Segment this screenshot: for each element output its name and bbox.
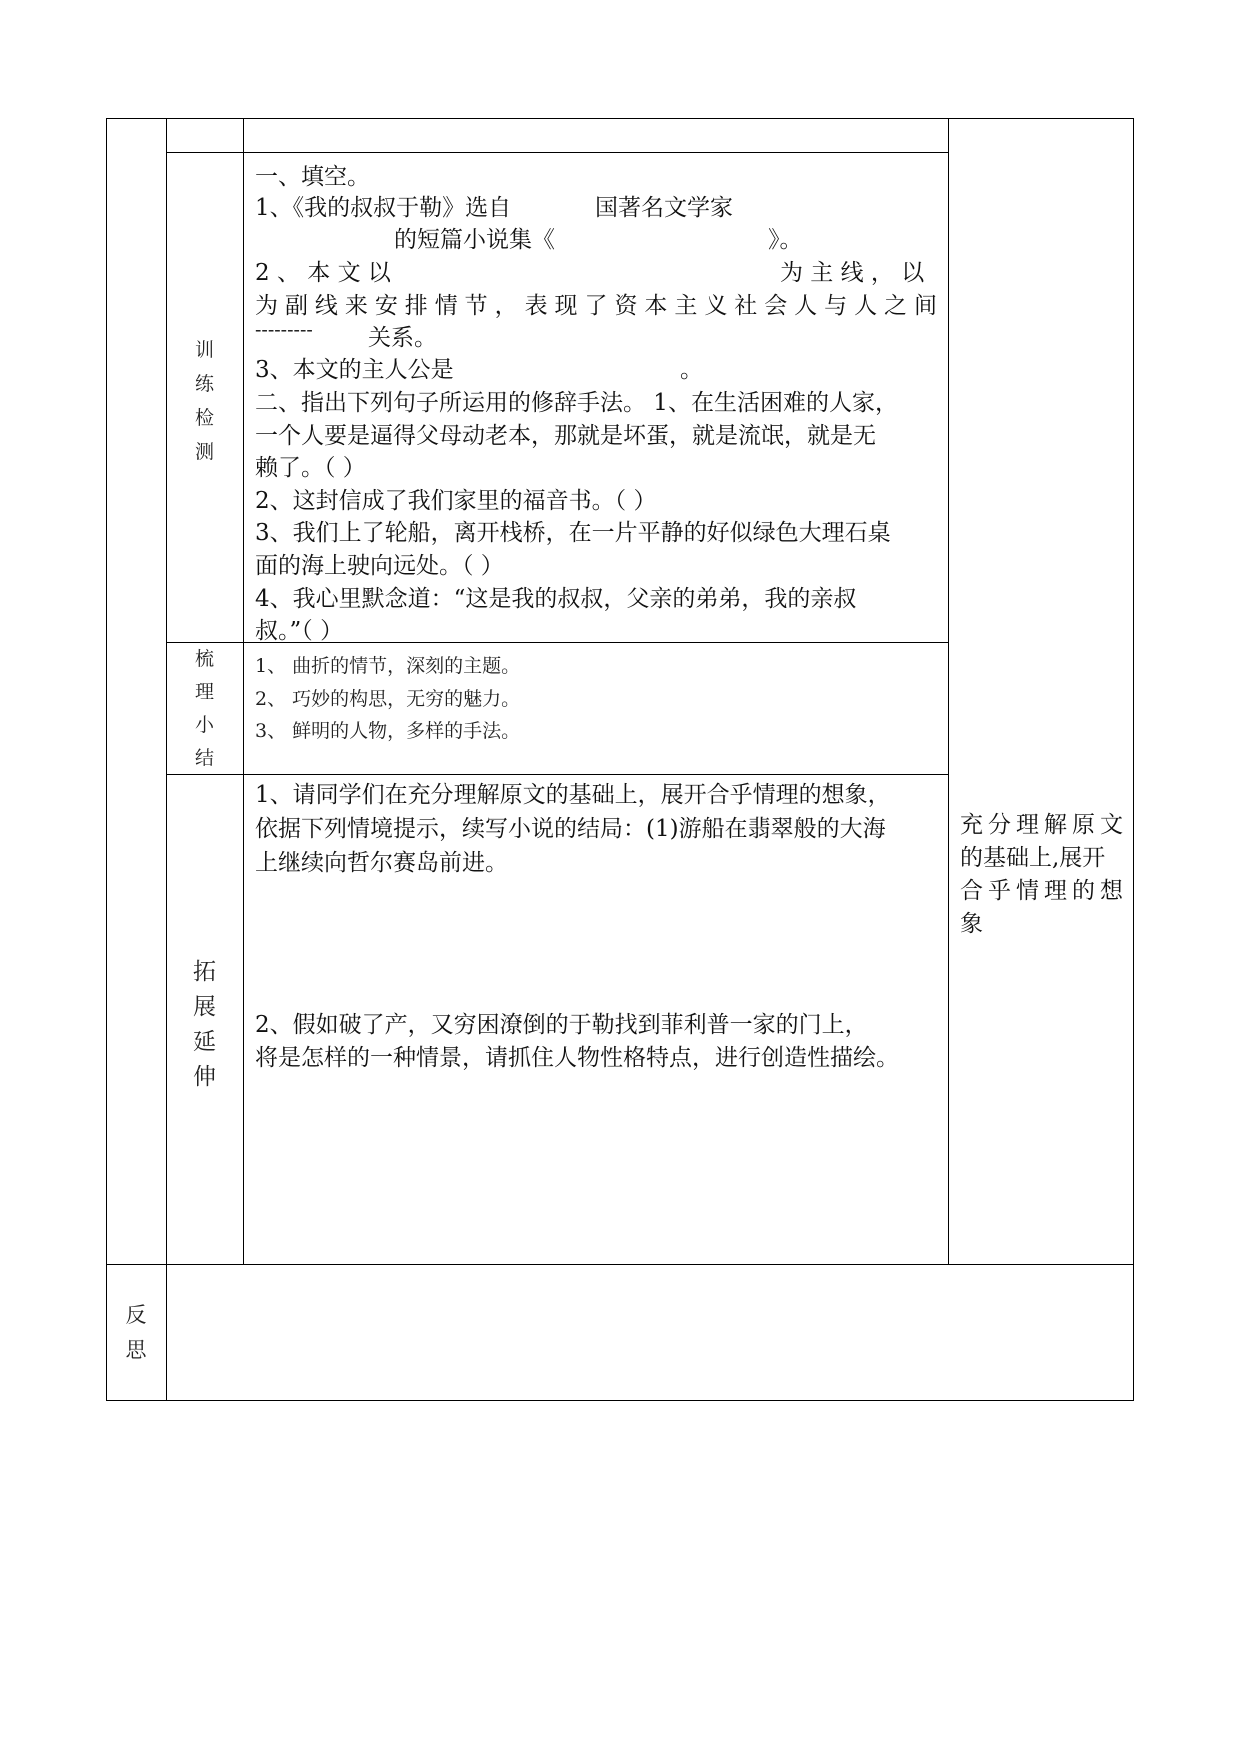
- extension-note-line4: 象: [960, 911, 983, 937]
- q3-part1: 3、本文的主人公是: [255, 357, 454, 383]
- extension-q2-line1: 2、假如破了产，又穷困潦倒的于勒找到菲利普一家的门上，: [255, 1012, 868, 1038]
- row-line-3: [166, 774, 948, 775]
- q2-part2: 为 主 线 ， 以: [780, 260, 925, 286]
- q3-part2: 。: [680, 357, 703, 383]
- summary-item-1: 1、 曲折的情节，深刻的主题。: [255, 655, 521, 677]
- extension-q1-line3: 上继续向哲尔赛岛前进。: [255, 850, 508, 876]
- col-line-3: [948, 118, 949, 1265]
- summary-item-3: 3、 鲜明的人物，多样的手法。: [255, 720, 521, 742]
- rhetoric-line1: 二、指出下列句子所运用的修辞手法。 1、在生活困难的人家，: [255, 390, 898, 416]
- extension-q2-line2: 将是怎样的一种情景，请抓住人物性格特点，进行创造性描绘。: [255, 1045, 899, 1071]
- summary-item-2: 2、 巧妙的构思，无穷的魅力。: [255, 688, 521, 710]
- extension-note-line3: 合乎情理的想: [960, 878, 1123, 904]
- q1-part2: 国著名文学家: [595, 195, 733, 221]
- reflection-label: 反 思: [125, 1303, 147, 1362]
- table-top-border: [106, 118, 1134, 119]
- rhetoric-line2: 一个人要是逼得父母动老本，那就是坏蛋，就是流氓，就是无: [255, 423, 876, 449]
- extension-q1-line2: 依据下列情境提示，续写小说的结局：(1)游船在翡翠般的大海: [255, 816, 886, 842]
- table-bottom-border: [106, 1400, 1134, 1401]
- extension-note-line2: 的基础上,展开: [960, 845, 1106, 871]
- q2-dashes: ---------: [255, 319, 313, 341]
- table-left-border: [106, 118, 107, 1401]
- col-line-2: [243, 118, 244, 1265]
- extension-q1-line1: 1、请同学们在充分理解原文的基础上，展开合乎情理的想象，: [255, 782, 891, 808]
- row-line-1: [166, 152, 948, 153]
- rhetoric-line3: 赖了。（ ）: [255, 455, 366, 481]
- q1-part1: 1、《我的叔叔于勒》选自: [255, 195, 512, 221]
- q1-part4: 》。: [768, 227, 803, 253]
- q1-part3: 的短篇小说集《: [394, 227, 555, 253]
- rhetoric-item-4-line2: 叔。”（ ）: [255, 618, 344, 644]
- table-right-border: [1133, 118, 1134, 1401]
- q2-relation: 关系。: [368, 325, 437, 351]
- rhetoric-item-3-line1: 3、我们上了轮船，离开栈桥，在一片平静的好似绿色大理石桌: [255, 520, 891, 546]
- rhetoric-item-4-line1: 4、我心里默念道：“这是我的叔叔，父亲的弟弟，我的亲叔: [255, 586, 857, 612]
- q2-line2: 为副线来安排情节，表现了资本主义社会人与人之间: [255, 293, 937, 319]
- row-line-4: [106, 1264, 1134, 1265]
- training-label: 训 练 检 测: [194, 339, 214, 463]
- rhetoric-item-2: 2、这封信成了我们家里的福音书。（ ）: [255, 488, 657, 514]
- extension-label: 拓 展 延 伸: [193, 959, 216, 1090]
- rhetoric-item-3-line2: 面的海上驶向远处。（ ）: [255, 553, 504, 579]
- fill-title: 一、填空。: [255, 164, 370, 190]
- q2-part1: 2 、 本 文 以: [255, 260, 391, 286]
- summary-label: 梳 理 小 结: [194, 648, 214, 769]
- extension-note-line1: 充分理解原文: [960, 812, 1123, 838]
